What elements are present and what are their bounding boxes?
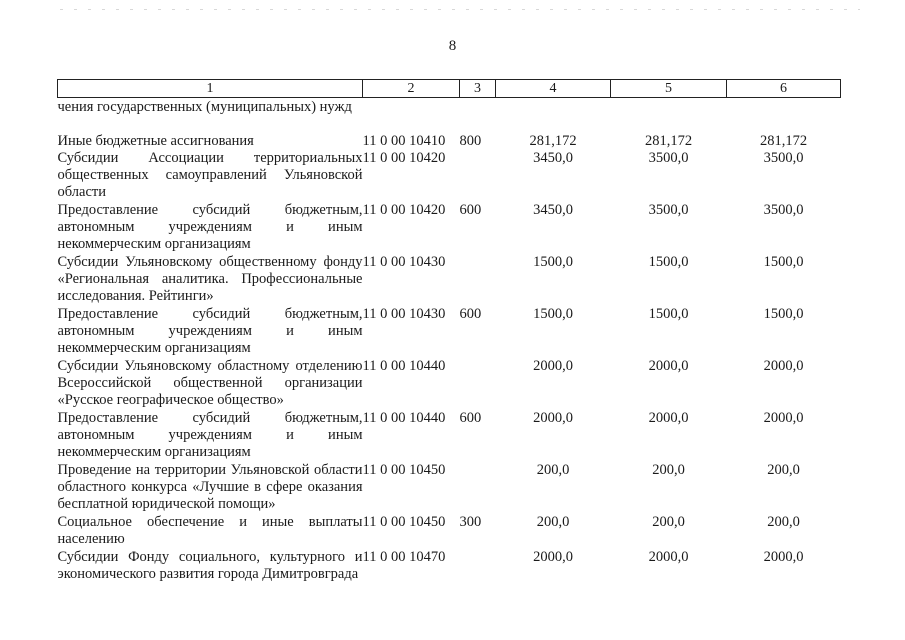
row-value-4 — [496, 98, 611, 133]
row-expense-type — [460, 150, 496, 202]
row-value-6: 200,0 — [767, 461, 800, 478]
row-expense-type: 800 — [459, 132, 482, 149]
column-header-4: 4 — [496, 80, 611, 98]
table-row — [58, 306, 841, 358]
row-value-6 — [727, 98, 841, 133]
row-value-5: 1500,0 — [648, 253, 689, 270]
row-name: Субсидии Ульяновскому областному отделению Всероссийской общественной организации «Русское географическое общество» — [57, 357, 363, 408]
row-value-6: 2000,0 — [763, 409, 804, 426]
table-row — [58, 202, 841, 254]
row-name: Предоставление субсидий бюджетным, автономным учреждениям и иным некоммерческим организациям — [57, 305, 363, 356]
row-value-6: 200,0 — [767, 513, 800, 530]
row-value-4: 200,0 — [536, 461, 570, 478]
row-value-5: 2000,0 — [648, 357, 689, 374]
row-value-6: 3500,0 — [763, 201, 804, 218]
row-code: 11 0 00 10420 — [362, 201, 446, 218]
row-name: Предоставление субсидий бюджетным, автономным учреждениям и иным некоммерческим организациям — [57, 201, 363, 252]
row-value-4: 2000,0 — [533, 409, 573, 426]
row-name: Предоставление субсидий бюджетным, автономным учреждениям и иным некоммерческим организациям — [57, 409, 363, 460]
row-code: 11 0 00 10410 — [362, 132, 446, 149]
table-row — [58, 254, 841, 306]
column-header-6: 6 — [727, 80, 841, 98]
row-value-4: 1500,0 — [533, 253, 573, 270]
row-name: Субсидии Фонду социального, культурного и экономического развития города Димитровграда — [57, 548, 363, 582]
column-header-1: 1 — [58, 80, 363, 98]
scan-edge-artifact — [60, 9, 860, 10]
row-value-4: 1500,0 — [533, 305, 573, 322]
row-value-5 — [611, 98, 727, 133]
row-expense-type: 600 — [459, 201, 482, 218]
row-value-5: 200,0 — [652, 513, 685, 530]
row-value-6: 3500,0 — [763, 149, 804, 166]
row-expense-type: 600 — [459, 409, 482, 426]
row-value-6: 1500,0 — [763, 305, 804, 322]
row-value-6: 1500,0 — [763, 253, 804, 270]
page-number: 8 — [448, 38, 457, 54]
row-expense-type — [460, 549, 496, 601]
row-expense-type: 600 — [459, 305, 482, 322]
row-expense-type — [460, 254, 496, 306]
table-row — [58, 150, 841, 202]
row-value-4: 281,172 — [529, 132, 577, 149]
row-value-6: 281,172 — [759, 132, 808, 149]
row-name: Субсидии Ассоциации территориальных общественных самоуправлений Ульяновской области — [57, 149, 363, 200]
row-name: чения государственных (муниципальных) нужд — [57, 99, 352, 115]
row-code: 11 0 00 10440 — [362, 357, 446, 374]
row-name: Иные бюджетные ассигнования — [57, 132, 254, 149]
row-code: 11 0 00 10430 — [362, 305, 446, 322]
column-header-2: 2 — [363, 80, 460, 98]
row-name: Проведение на территории Ульяновской области областного конкурса «Лучшие в сфере оказания бесплатной юридической помощи» — [57, 461, 363, 512]
table-row — [58, 514, 841, 549]
table-row — [58, 549, 841, 601]
row-value-5: 3500,0 — [648, 149, 689, 166]
row-value-5: 281,172 — [644, 132, 693, 149]
row-expense-type: 300 — [459, 513, 482, 530]
column-header-3: 3 — [460, 80, 496, 98]
row-value-4: 3450,0 — [533, 201, 573, 218]
column-number-row — [58, 80, 841, 98]
row-value-5: 1500,0 — [648, 305, 689, 322]
budget-table — [57, 79, 841, 601]
row-value-5: 2000,0 — [648, 548, 689, 565]
row-value-6: 2000,0 — [763, 357, 804, 374]
row-value-5: 200,0 — [652, 461, 685, 478]
row-code: 11 0 00 10420 — [362, 149, 446, 166]
row-value-4: 2000,0 — [533, 548, 573, 565]
table-row — [58, 410, 841, 462]
row-value-5: 2000,0 — [648, 409, 689, 426]
row-code: 11 0 00 10470 — [362, 548, 446, 565]
table-row — [58, 98, 841, 133]
row-code: 11 0 00 10450 — [362, 461, 446, 478]
row-value-4: 2000,0 — [533, 357, 573, 374]
table-row — [58, 133, 841, 150]
row-value-5: 3500,0 — [648, 201, 689, 218]
row-expense-type — [460, 358, 496, 410]
row-code: 11 0 00 10440 — [362, 409, 446, 426]
row-expense-type — [460, 98, 496, 133]
row-code: 11 0 00 10450 — [362, 513, 446, 530]
row-expense-type — [460, 462, 496, 514]
row-value-4: 200,0 — [536, 513, 570, 530]
row-code — [363, 98, 460, 133]
row-value-4: 3450,0 — [533, 149, 573, 166]
row-name: Субсидии Ульяновскому общественному фонду «Региональная аналитика. Профессиональные исследования. Рейтинги» — [57, 253, 363, 304]
row-name: Социальное обеспечение и иные выплаты населению — [57, 513, 363, 547]
column-header-5: 5 — [611, 80, 727, 98]
row-value-6: 2000,0 — [763, 548, 804, 565]
table-row — [58, 462, 841, 514]
row-code: 11 0 00 10430 — [362, 253, 446, 270]
table-row — [58, 358, 841, 410]
